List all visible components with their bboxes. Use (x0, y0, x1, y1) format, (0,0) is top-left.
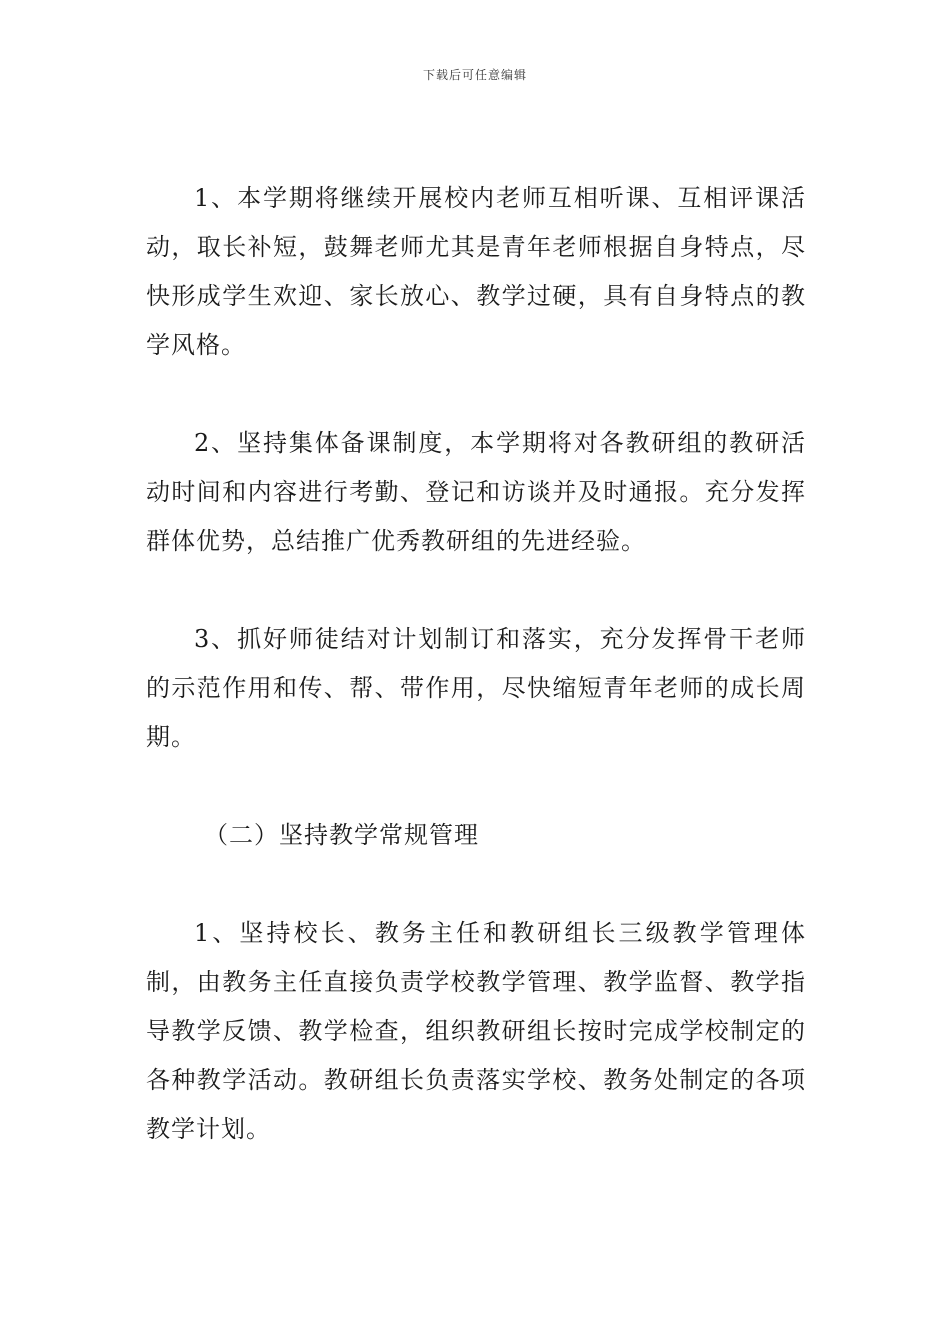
paragraph-collective-lesson-prep: 2、坚持集体备课制度，本学期将对各教研组的教研活动时间和内容进行考勤、登记和访谈并及时通报。充分发挥群体优势，总结推广优秀教研组的先进经验。 (146, 429, 806, 555)
section-heading: （二）坚持教学常规管理 (204, 821, 479, 849)
paragraph-management-system: 1、坚持校长、教务主任和教研组长三级教学管理体制，由教务主任直接负责学校教学管理、教学监督、教学指导教学反馈、教学检查，组织教研组长按时完成学校制定的各种教学活动。教研组长负责落实学校、教务处制定的各项教学计划。 (146, 919, 806, 1143)
paragraph-peer-observation: 1、本学期将继续开展校内老师互相听课、互相评课活动，取长补短，鼓舞老师尤其是青年老师根据自身特点，尽快形成学生欢迎、家长放心、教学过硬，具有自身特点的教学风格。 (146, 184, 806, 359)
document-body (146, 174, 806, 1203)
paragraph-mentor-pairing: 3、抓好师徒结对计划制订和落实，充分发挥骨干老师的示范作用和传、帮、带作用，尽快缩短青年老师的成长周期。 (146, 625, 806, 751)
header-note: 下载后可任意编辑 (422, 68, 527, 82)
